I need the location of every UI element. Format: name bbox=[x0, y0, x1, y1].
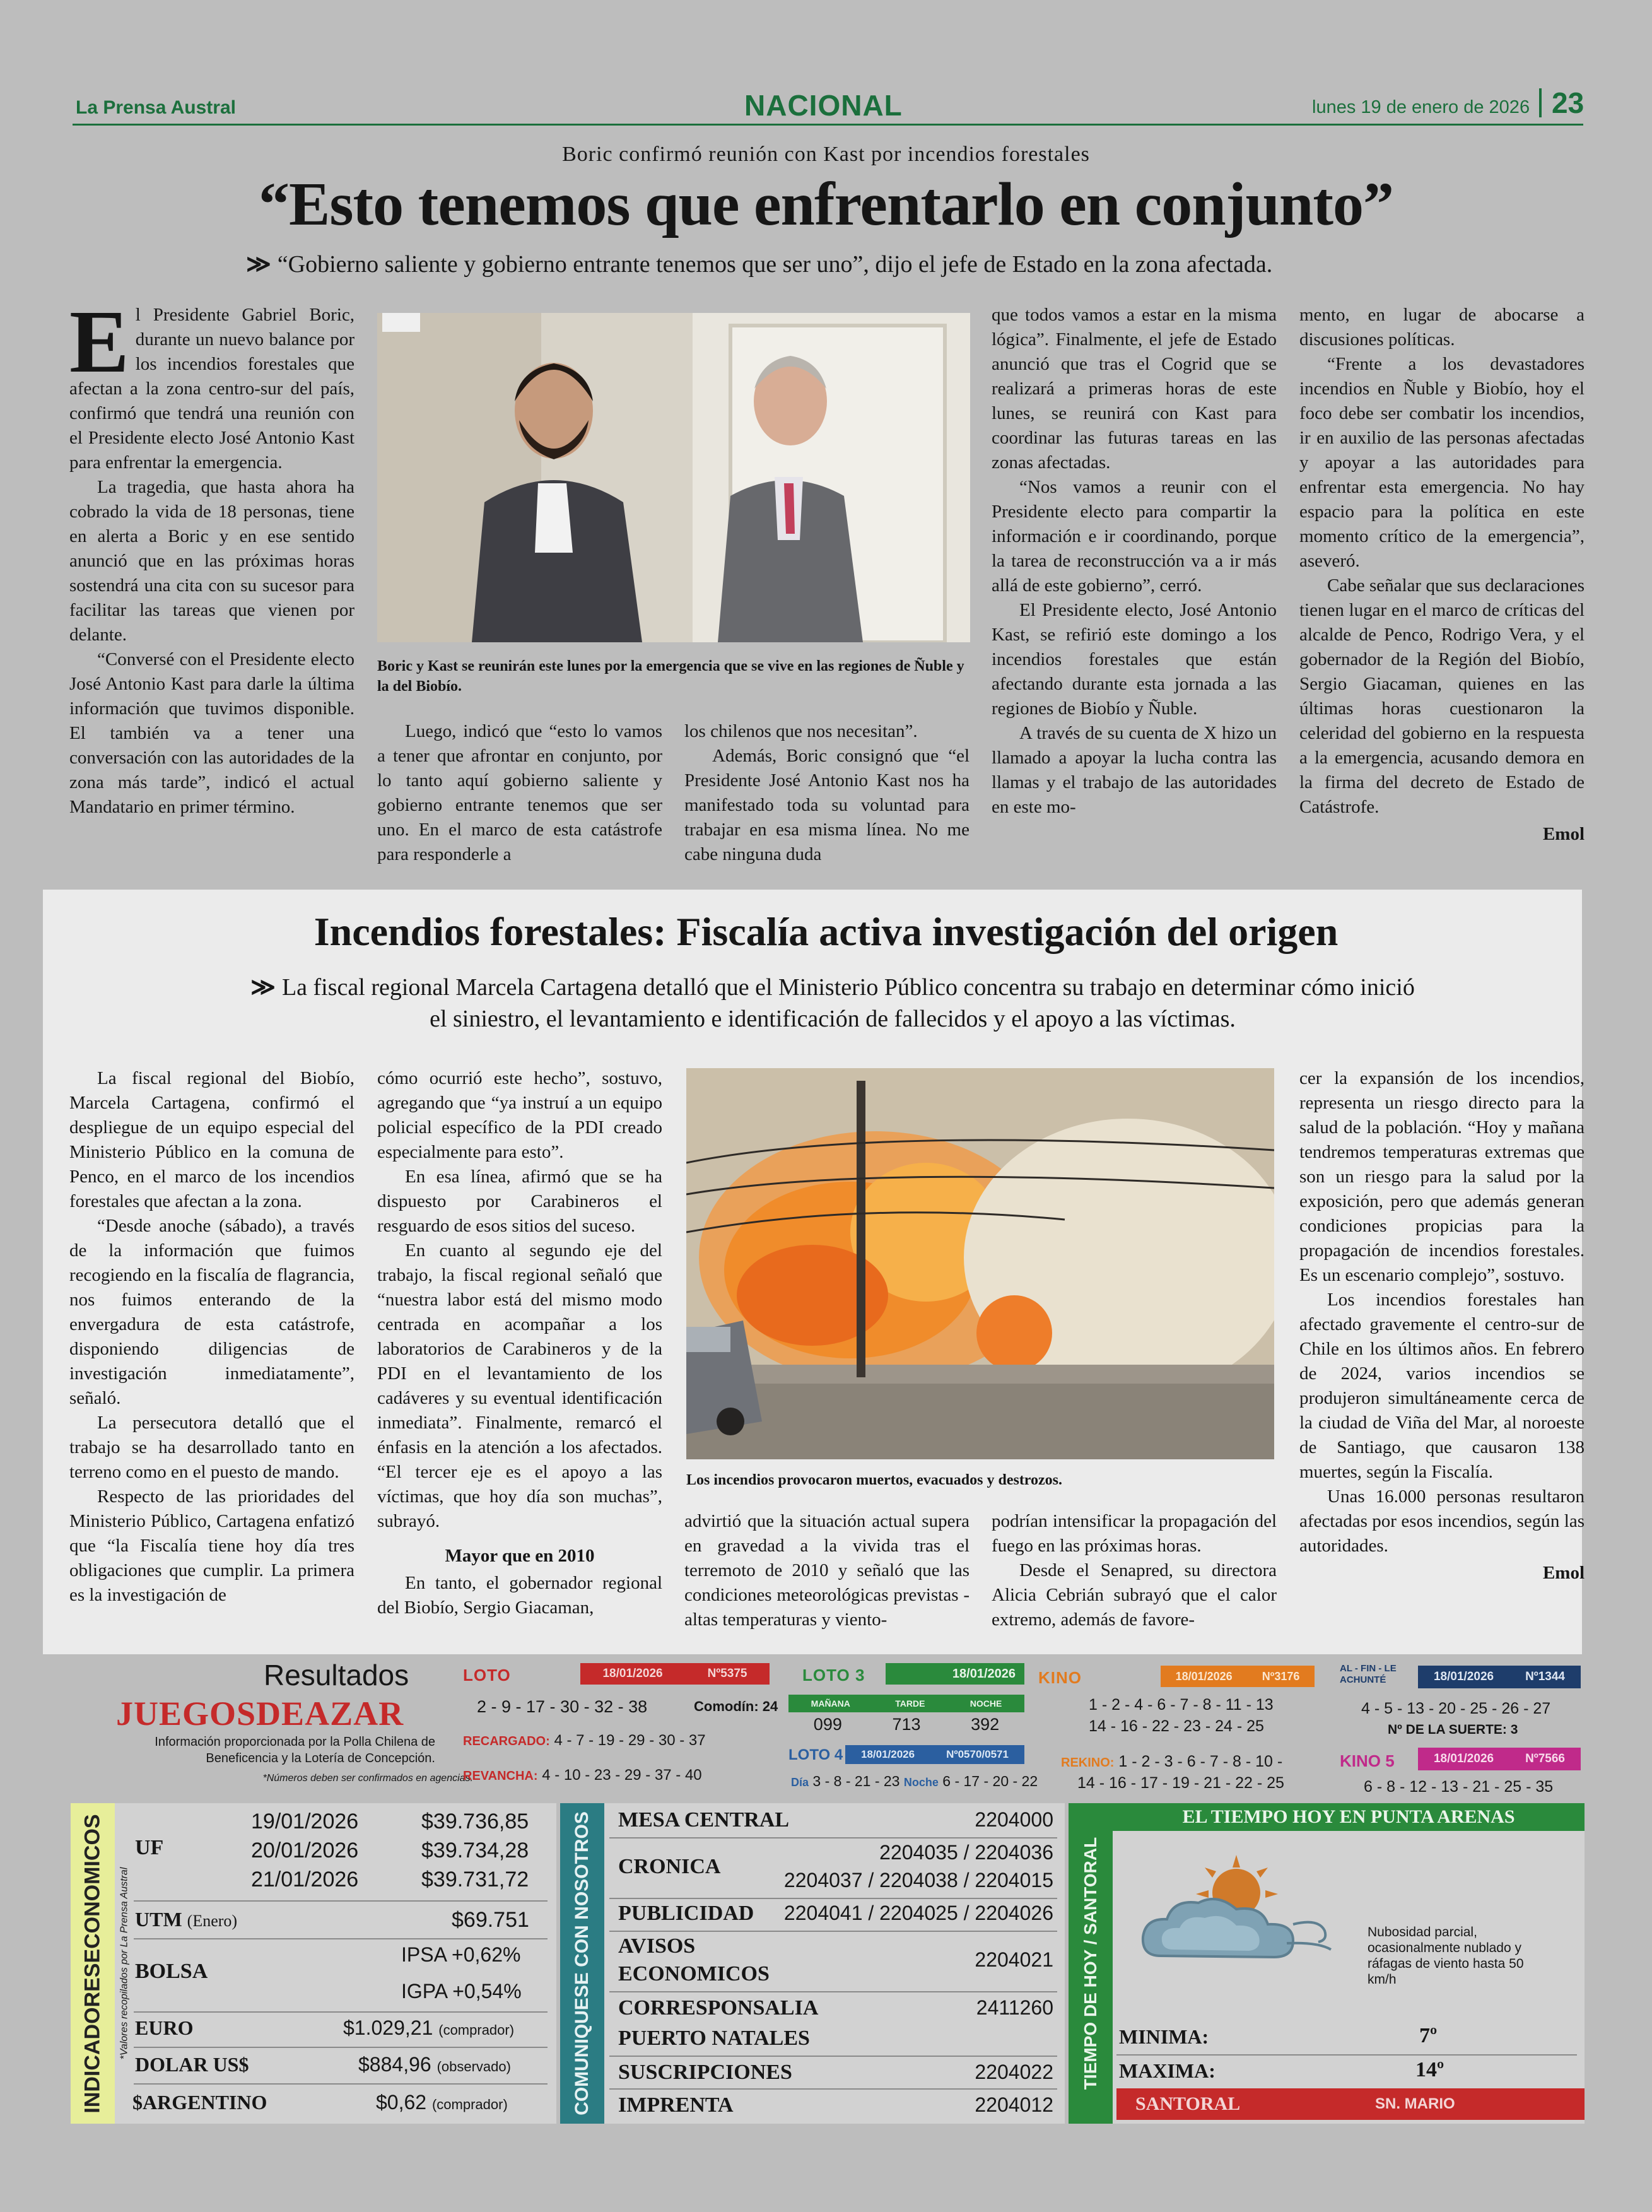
rekino-numbers: REKINO: 1 - 2 - 3 - 6 - 7 - 8 - 10 - bbox=[1061, 1753, 1283, 1770]
chevron-right-icon: ≫ bbox=[250, 974, 276, 1001]
article1-paragraph: los chilenos que nos necesitan”. bbox=[684, 721, 918, 741]
kino-numbers-2: 14 - 16 - 22 - 23 - 24 - 25 bbox=[1089, 1717, 1264, 1735]
article2-column-3 bbox=[684, 1509, 970, 1632]
article1-column-1 bbox=[69, 291, 354, 820]
juegosdeazar-logo: JUEGOSDEAZAR bbox=[116, 1695, 404, 1733]
article1-paragraph: Cabe señalar que sus declaraciones tienen lugar en el marco de críticas del alcalde de Penco, Rodrigo Vera, y el gobernador de la Región del Biobío, Sergio Giacaman, quienes en las últimas horas cuestionaron la celeridad del gobierno en la respuesta a la emergencia, acusando demora en la firma del decreto de Estado de Catástrofe. bbox=[1299, 575, 1585, 817]
article2-column-5 bbox=[1299, 1066, 1585, 1585]
page-date: lunes 19 de enero de 2026 bbox=[1312, 97, 1530, 117]
loto4-label: LOTO 4 bbox=[788, 1746, 843, 1763]
article2-headline: Incendios forestales: Fiscalía activa investigación del origen bbox=[313, 909, 1339, 954]
loto3-periods: MAÑANA TARDE NOCHE bbox=[788, 1695, 1024, 1712]
contact-phone: 2204000 bbox=[975, 1808, 1053, 1831]
max-temp-value: 14º bbox=[1415, 2058, 1444, 2081]
kino-header: 18/01/2026 Nº3176 bbox=[1161, 1666, 1315, 1687]
row-divider bbox=[609, 2088, 1057, 2090]
row-divider bbox=[609, 1898, 1057, 1899]
article2-paragraph: En cuanto al segundo eje del trabajo, la fiscal regional señaló que “nuestra labor está del mismo modo centrada en acompañar a los laboratorios de Carabineros y de la PDI en el levantamiento de los cadáveres y su eventual identificación inmediata”. Finalmente, remarcó el énfasis en la atención a los afectados. “El tercer eje es el apoyo a las víctimas, que hoy día son muchas”, subrayó. bbox=[377, 1240, 662, 1531]
contact-phone: 2204021 bbox=[975, 1948, 1053, 1971]
article2-paragraph: “Desde anoche (sábado), a través de la información que fuimos recogiendo en la fiscalía de flagrancia, nos fuimos enterando de la envergadura de esta catástrofe, disponiendo diligencias de investigación inmediatamente”, señaló. bbox=[69, 1216, 354, 1408]
row-divider bbox=[134, 2011, 548, 2013]
row-divider bbox=[1116, 2054, 1577, 2056]
min-temp-value: 7º bbox=[1419, 2024, 1438, 2047]
argentino-value: $0,62 (comprador) bbox=[376, 2091, 508, 2114]
article2-paragraph: La fiscal regional del Biobío, Marcela Cartagena, confirmó el despliegue de un equipo especial del Ministerio Público en la comuna de Penco, en el marco de los incendios forestales que afectan a la zona. bbox=[69, 1068, 354, 1211]
article1-paragraph: “Conversé con el Presidente electo José Antonio Kast para darle la última información que tuvimos disponible. El también va a tener una conversación con las autoridades de la zona más tarde”, indicó el actual Mandatario en primer término. bbox=[69, 649, 354, 817]
igpa-value: IGPA +0,54% bbox=[401, 1980, 522, 2003]
contact-label: MESA CENTRAL bbox=[618, 1808, 790, 1832]
article2-paragraph: podrían intensificar la propagación del fuego en las próximas horas. bbox=[992, 1511, 1277, 1556]
loto3-date: 18/01/2026 bbox=[886, 1663, 1024, 1685]
publication-name: La Prensa Austral bbox=[76, 97, 236, 118]
article1-paragraph: Además, Boric consignó que “el Presidente José Antonio Kast nos ha manifestado toda su voluntad para trabajar en esa misma línea. No me cabe ninguna duda bbox=[684, 746, 970, 864]
contact-label: ECONOMICOS bbox=[618, 1962, 770, 1986]
contact-sideband: COMUNIQUESE CON NOSOTROS bbox=[560, 1803, 604, 2124]
loto-revancha: REVANCHA: 4 - 10 - 23 - 29 - 37 - 40 bbox=[463, 1767, 702, 1784]
euro-value: $1.029,21 (comprador) bbox=[343, 2016, 515, 2039]
dolar-value: $884,96 (observado) bbox=[358, 2053, 511, 2076]
article2-column-4 bbox=[992, 1509, 1277, 1632]
weather-sideband: TIEMPO DE HOY / SANTORAL bbox=[1069, 1803, 1113, 2124]
article2-photo-caption: Los incendios provocaron muertos, evacuados y destrozos. bbox=[686, 1472, 1063, 1488]
uf-value: $39.734,28 bbox=[421, 1838, 529, 1862]
indicators-subtitle: *Valores recopilados por La Prensa Austral bbox=[119, 1867, 130, 2060]
article1-signature: Emol bbox=[1542, 824, 1585, 844]
loto-header: 18/01/2026 Nº5375 bbox=[580, 1663, 770, 1685]
contact-phone: 2204037 / 2204038 / 2204015 bbox=[783, 1869, 1053, 1891]
bolsa-label: BOLSA bbox=[135, 1960, 208, 1983]
contact-label: PUERTO NATALES bbox=[618, 2027, 810, 2050]
page-number: 23 bbox=[1539, 88, 1584, 117]
uf-value: $39.736,85 bbox=[421, 1809, 529, 1833]
loto-numbers: 2 - 9 - 17 - 30 - 32 - 38 bbox=[477, 1697, 648, 1716]
loto-recargado: RECARGADO: 4 - 7 - 19 - 29 - 30 - 37 bbox=[463, 1732, 706, 1749]
loto-label: LOTO bbox=[463, 1666, 511, 1685]
contact-label: CRONICA bbox=[618, 1855, 721, 1878]
dolar-label: DOLAR US$ bbox=[135, 2053, 249, 2076]
article1-headline: “Esto tenemos que enfrentarlo en conjunto” bbox=[258, 170, 1394, 238]
section-title: NACIONAL bbox=[744, 89, 903, 122]
article1-paragraph: mento, en lugar de abocarse a discusiones políticas. bbox=[1299, 305, 1585, 350]
article1-paragraph: “Frente a los devastadores incendios en Ñuble y Biobío, hoy el foco debe ser combatir los incendios, ir en auxilio de las personas afectadas y apoyar a las autoridades para enfrentar esta emergencia. No hay espacio para la política en este momento crítico de la emergencia”, aseveró. bbox=[1299, 354, 1585, 571]
partly-cloudy-icon bbox=[1135, 1849, 1350, 1975]
uf-label: UF bbox=[135, 1836, 164, 1859]
ipsa-value: IPSA +0,62% bbox=[401, 1943, 521, 1966]
article2-deck bbox=[240, 972, 1426, 1035]
alfin-header: 18/01/2026 Nº1344 bbox=[1418, 1666, 1581, 1688]
results-title: Resultados bbox=[264, 1659, 409, 1691]
article2-paragraph: La persecutora detalló que el trabajo se ha desarrollado tanto en terreno como en el puesto de mando. bbox=[69, 1413, 354, 1482]
kino-label: KINO bbox=[1038, 1668, 1082, 1687]
contact-label: IMPRENTA bbox=[618, 2093, 734, 2117]
utm-label: UTM (Enero) bbox=[135, 1908, 238, 1931]
kino5-label: KINO 5 bbox=[1340, 1751, 1395, 1770]
contact-phone: 2204041 / 2204025 / 2204026 bbox=[783, 1902, 1053, 1924]
article1-paragraph: El Presidente electo, José Antonio Kast, se refirió este domingo a los incendios forestales que están afectando durante esta jornada a las regiones de Biobío y Ñuble. bbox=[992, 600, 1277, 719]
article2-deck-text: La fiscal regional Marcela Cartagena detalló que el Ministerio Público concentra su trabajo en determinar cómo inició el siniestro, el levantamiento e identificación de fallecidos y el apoyo a las víctimas. bbox=[281, 974, 1415, 1032]
article2-paragraph: En esa línea, afirmó que se ha dispuesto por Carabineros el resguardo de esos sitios del suceso. bbox=[377, 1167, 662, 1236]
article1-kicker: Boric confirmó reunión con Kast por incendios forestales bbox=[562, 143, 1090, 166]
uf-date: 19/01/2026 bbox=[251, 1809, 359, 1833]
chevron-right-icon: ≫ bbox=[246, 251, 271, 278]
indicators-sideband: INDICADORESECONOMICOS bbox=[71, 1803, 115, 2124]
contact-label: CORRESPONSALIA bbox=[618, 1996, 819, 2020]
contact-label: AVISOS bbox=[618, 1934, 696, 1958]
row-divider bbox=[609, 1837, 1057, 1838]
min-temp-label: MINIMA: bbox=[1119, 2025, 1209, 2048]
article2-paragraph: cer la expansión de los incendios, representa un riesgo directo para la salud de la población. “Hoy y mañana tendremos temperaturas extremas que son un riesgo para la salud por la exposición, pero que además generan condiciones propicias para la propagación de incendios forestales. Es un escenario complejo”, sostuvo. bbox=[1299, 1068, 1585, 1285]
boric-kast-photo bbox=[377, 313, 970, 642]
row-divider bbox=[134, 1938, 548, 1939]
article1-paragraph: La tragedia, que hasta ahora ha cobrado la vida de 18 personas, tiene en alerta a Boric y en ese sentido anunció que en las próximas horas sostendrá una cita con su sucesor para facilitar las tareas que vienen por delante. bbox=[69, 477, 354, 645]
article2-paragraph: cómo ocurrió este hecho”, sostuvo, agregando que “ya instruí a un equipo policial específico de la PDI creado especialmente para esto”. bbox=[377, 1068, 662, 1162]
contact-phone: 2204012 bbox=[975, 2093, 1053, 2116]
article1-deck-text: “Gobierno saliente y gobierno entrante tenemos que ser uno”, dijo el jefe de Estado en la zona afectada. bbox=[277, 251, 1273, 278]
row-divider bbox=[609, 1991, 1057, 1992]
article1-column-2 bbox=[377, 719, 662, 867]
row-divider bbox=[134, 2083, 548, 2085]
alfin-suerte: Nº DE LA SUERTE: 3 bbox=[1388, 1722, 1518, 1737]
article2-paragraph: Unas 16.000 personas resultaron afectadas por esos incendios, según las autoridades. bbox=[1299, 1486, 1585, 1556]
contact-phone: 2204035 / 2204036 bbox=[879, 1841, 1053, 1864]
row-divider bbox=[134, 1900, 548, 1902]
article2-paragraph: Desde el Senapred, su directora Alicia Cebrián subrayó que el calor extremo, además de favore- bbox=[992, 1560, 1277, 1630]
santoral-label: SANTORAL bbox=[1135, 2093, 1241, 2114]
alfin-label: AL - FIN - LE ACHUNTÉ bbox=[1340, 1663, 1397, 1685]
contact-label: PUBLICIDAD bbox=[618, 1902, 754, 1925]
article2-subhead: Mayor que en 2010 bbox=[445, 1546, 595, 1566]
row-divider bbox=[609, 1931, 1057, 1932]
article1-deck bbox=[246, 250, 1272, 278]
article1-paragraph: Luego, indicó que “esto lo vamos a tener que afrontar en conjunto, por lo tanto aquí gobierno saliente y gobierno entrante tenemos que ser uno. En el marco de esta catástrofe para responderle a bbox=[377, 721, 662, 864]
loto4-header: 18/01/2026 Nº0570/0571 bbox=[845, 1745, 1024, 1764]
article2-paragraph: Los incendios forestales han afectado gravemente el centro-sur de Chile en los últimos años. En febrero de 2024, varios incendios se produjeron simultáneamente cerca de la ciudad de Viña del Mar, al noroeste de Santiago, que causaron 138 muertes, según la Fiscalía. bbox=[1299, 1290, 1585, 1482]
santoral-value: SN. MARIO bbox=[1375, 2095, 1455, 2112]
wildfire-photo bbox=[686, 1068, 1274, 1459]
uf-date: 21/01/2026 bbox=[251, 1868, 359, 1891]
euro-label: EURO bbox=[135, 2016, 194, 2039]
article1-paragraph: “Nos vamos a reunir con el Presidente electo para compartir la información e ir coordinando, porque la tarea de reconstrucción va a ir más allá de este gobierno”, cerró. bbox=[992, 477, 1277, 596]
row-divider bbox=[609, 2056, 1057, 2057]
article1-paragraph: A través de su cuenta de X hizo un llamado a apoyar la lucha contra las llamas y el trabajo de las autoridades en este mo- bbox=[992, 723, 1277, 817]
loto3-label: LOTO 3 bbox=[802, 1666, 865, 1685]
argentino-label: $ARGENTINO bbox=[132, 2091, 267, 2114]
loto3-numbers: 099 713 392 bbox=[813, 1715, 1000, 1734]
contact-phone: 2411260 bbox=[976, 1996, 1053, 2019]
article2-column-2 bbox=[377, 1066, 662, 1620]
kino5-numbers: 6 - 8 - 12 - 13 - 21 - 25 - 35 bbox=[1364, 1778, 1554, 1796]
article2-column-1 bbox=[69, 1066, 354, 1608]
article1-paragraph: El Presidente Gabriel Boric, durante un nuevo balance por los incendios forestales que afectan a la zona centro-sur del país, confirmó que tendrá una reunión con el Presidente electo José Antonio Kast para enfrentar la emergencia. bbox=[69, 291, 354, 473]
contact-label: SUSCRIPCIONES bbox=[618, 2061, 792, 2084]
loto-comodin: Comodín: 24 bbox=[694, 1698, 778, 1714]
drop-cap: E bbox=[69, 291, 129, 391]
max-temp-label: MAXIMA: bbox=[1119, 2059, 1216, 2082]
utm-value: $69.751 bbox=[452, 1908, 529, 1932]
results-info: Información proporcionada por la Polla Chilena de Beneficencia y la Lotería de Concepción. bbox=[155, 1735, 435, 1765]
contact-phone: 2204022 bbox=[975, 2061, 1053, 2083]
weather-title: EL TIEMPO HOY EN PUNTA ARENAS bbox=[1113, 1803, 1585, 1831]
header-rule bbox=[73, 124, 1583, 126]
loto4-numbers: Día 3 - 8 - 21 - 23 Noche 6 - 17 - 20 - 22 bbox=[791, 1773, 1038, 1789]
article1-column-3 bbox=[684, 719, 970, 867]
article2-paragraph: advirtió que la situación actual supera en gravedad a la vivida tras el terremoto de 2010 y señaló que las condiciones meteorológicas previstas -altas temperaturas y viento- bbox=[684, 1511, 970, 1630]
article2-signature: Emol bbox=[1542, 1563, 1585, 1583]
article1-column-5 bbox=[1299, 303, 1585, 847]
rekino-numbers-2: 14 - 16 - 17 - 19 - 21 - 22 - 25 bbox=[1077, 1774, 1284, 1792]
article1-column-4 bbox=[992, 303, 1277, 820]
uf-date: 20/01/2026 bbox=[251, 1838, 359, 1862]
kino-numbers-1: 1 - 2 - 4 - 6 - 7 - 8 - 11 - 13 bbox=[1089, 1696, 1274, 1714]
weather-forecast: Nubosidad parcial, ocasionalmente nublado y ráfagas de viento hasta 50 km/h bbox=[1368, 1925, 1524, 1987]
row-divider bbox=[134, 2047, 548, 2048]
kino5-header: 18/01/2026 Nº7566 bbox=[1418, 1748, 1581, 1770]
article1-paragraph: que todos vamos a estar en la misma lógica”. Finalmente, el jefe de Estado anunció que tras el Cogrid que se realizará a primeras horas de este lunes, se reunirá con Kast para coordinar las futuras tareas en las zonas afectadas. bbox=[992, 305, 1277, 473]
santoral-bar bbox=[1116, 2088, 1585, 2120]
article1-photo-caption: Boric y Kast se reunirán este lunes por la emergencia que se vive en las regiones de Ñuble y la del Biobío. bbox=[377, 658, 964, 695]
article2-paragraph: En tanto, el gobernador regional del Biobío, Sergio Giacaman, bbox=[377, 1573, 662, 1618]
results-note: *Números deben ser confirmados en agencias. bbox=[262, 1773, 473, 1784]
uf-value: $39.731,72 bbox=[421, 1868, 529, 1891]
article2-paragraph: Respecto de las prioridades del Ministerio Público, Cartagena enfatizó que “la Fiscalía tiene hoy día tres obligaciones que cumplir. La primera es la investigación de bbox=[69, 1486, 354, 1605]
alfin-numbers: 4 - 5 - 13 - 20 - 25 - 26 - 27 bbox=[1361, 1700, 1551, 1717]
